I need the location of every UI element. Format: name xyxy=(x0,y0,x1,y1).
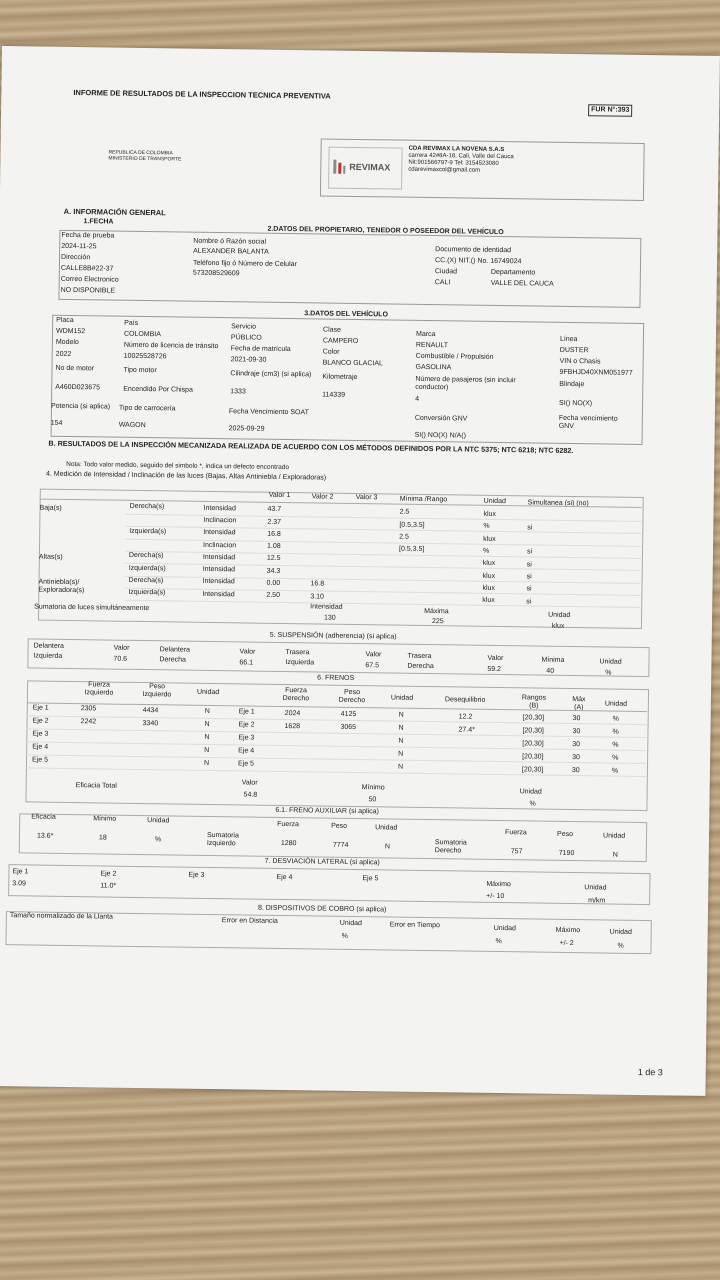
cobro-unidad2: % xyxy=(495,937,502,946)
luces-cell-unit: klux xyxy=(483,535,496,543)
pasajeros-label: Número de pasajeros (sin incluir conductor) xyxy=(415,375,516,392)
freno-aux-fuerza-der-label: Fuerza xyxy=(505,829,527,837)
suspension-label2: Derecha xyxy=(159,655,186,664)
desviacion-eje-value: 11.0* xyxy=(100,881,117,890)
desviacion-eje-label: Eje 5 xyxy=(362,875,379,883)
freno-aux-peso-der-label: Peso xyxy=(556,830,574,839)
frenos-cell-u: N xyxy=(204,733,210,741)
frenos-cell-eje2: Eje 3 xyxy=(238,734,255,742)
suspension-valor-label: Valor xyxy=(239,647,256,656)
suspension-label2: Derecha xyxy=(407,662,434,670)
gnv-fecha-label: Fecha vencimiento GNV xyxy=(558,414,618,431)
cobro-unidad: % xyxy=(341,932,348,940)
suspension-valor-label: Valor xyxy=(113,644,130,652)
luces-cell-side: Derecha(s) xyxy=(129,502,165,511)
cobro-distancia-label: Error en Distancia xyxy=(221,917,278,925)
cobro-maximo: +/- 2 xyxy=(559,939,574,948)
suspension-valor: 70.6 xyxy=(113,655,128,663)
vin-label: VIN o Chasis xyxy=(559,357,601,366)
linea-value: DUSTER xyxy=(559,346,589,355)
suspension-label2: Izquierda xyxy=(285,659,315,667)
departamento-value: VALLE DEL CAUCA xyxy=(490,279,554,288)
luces-group-label: Baja(s) xyxy=(39,504,62,512)
freno-aux-unidad-n: N xyxy=(384,843,390,851)
freno-aux-fuerza-label: Fuerza xyxy=(277,820,300,829)
luces-cell-side: Izquierda(s) xyxy=(128,588,166,597)
frenos-cell-rango: [20,30] xyxy=(522,740,544,748)
luces-cell-v1: 43.7 xyxy=(267,505,282,514)
luces-cell-v2: 16.8 xyxy=(310,580,325,588)
telefono-value: 573208529609 xyxy=(192,269,240,278)
frenos-cell-pct: % xyxy=(612,742,619,750)
frenos-cell-eje: Eje 1 xyxy=(32,704,49,712)
suspension-valor: 59.2 xyxy=(487,665,502,673)
freno-aux-unidad: % xyxy=(154,836,162,844)
suspension-valor-label: Valor xyxy=(487,654,504,662)
telefono-label: Teléfono fijo ó Número de Celular xyxy=(192,259,297,269)
frenos-cell-u2: N xyxy=(398,737,404,745)
luces-header-unidad: Unidad xyxy=(483,497,506,506)
luces-cell-min: [0.5,3.5] xyxy=(398,545,425,554)
frenos-cell-max: 30 xyxy=(572,741,581,749)
frenos-h-unidad-der: Unidad xyxy=(390,694,414,702)
pais-value: COLOMBIA xyxy=(123,330,161,339)
soat-value: 2025-09-29 xyxy=(228,425,265,433)
frenos-cell-u: N xyxy=(203,759,210,767)
combustible-value: GASOLINA xyxy=(415,363,452,372)
cobro-llanta-label: Tamaño normalizado de la Llanta xyxy=(9,912,114,921)
luces-intensidad-value: 130 xyxy=(323,614,336,622)
frenos-cell-max: 30 xyxy=(572,715,581,723)
inspection-report-page xyxy=(0,46,720,1096)
company-nit: Nit:901566797-9 Tel: 3154523080 xyxy=(408,159,499,167)
frenos-h-max: Máx (A) xyxy=(572,696,586,712)
freno-aux-peso-izq: 7774 xyxy=(332,841,349,849)
freno-aux-minimo: 18 xyxy=(98,834,107,842)
marca-value: RENAULT xyxy=(415,341,449,350)
desviacion-unidad: m/km xyxy=(588,897,606,905)
logo-text: REVIMAX xyxy=(349,161,391,173)
frenos-cell-pct: % xyxy=(612,716,619,724)
cobro-maximo-label: Máximo xyxy=(555,926,581,935)
luces-cell-unit: % xyxy=(483,523,490,531)
frenos-cell-eje2: Eje 1 xyxy=(238,708,255,716)
frenos-cell-rango: [20,30] xyxy=(521,766,544,774)
modelo-value: 2022 xyxy=(55,350,72,358)
frenos-cell-fi: 2305 xyxy=(80,705,97,713)
luces-header-min: Mínima /Rango xyxy=(399,495,448,504)
vin-value: 9FBHJD40XNM051977 xyxy=(559,368,633,377)
freno-aux-unidad-n-label: Unidad xyxy=(375,824,398,832)
desviacion-eje-value: 3.09 xyxy=(12,880,26,888)
marca-label: Marca xyxy=(415,330,436,339)
suspension-unidad-value: % xyxy=(605,669,612,677)
km-value: 114339 xyxy=(322,391,346,399)
luces-cell-min: 2.5 xyxy=(399,509,410,517)
cobro-unidad3: % xyxy=(617,942,624,950)
luces-cell-unit: klux xyxy=(482,572,496,580)
frenos-cell-u2: N xyxy=(398,750,404,758)
suspension-label1: Trasera xyxy=(285,649,310,657)
blindaje-value: SI() NO(X) xyxy=(559,399,593,408)
luces-cell-v2: 3.10 xyxy=(310,593,325,601)
logo-mark-icon xyxy=(333,160,345,174)
frenos-unidad-label: Unidad xyxy=(519,788,542,796)
frenos-h-peso-izq: Peso Izquierdo xyxy=(142,683,172,699)
luces-cell-min: [0.5,3.5] xyxy=(399,521,425,529)
ciudad-label: Ciudad xyxy=(434,268,458,276)
frenos-cell-max: 30 xyxy=(572,754,580,762)
frenos-cell-pd: 3065 xyxy=(340,723,357,731)
frenos-minimo: 50 xyxy=(368,796,377,804)
luces-cell-v1: 16.8 xyxy=(267,530,281,538)
frenos-minimo-label: Mínimo xyxy=(361,784,385,792)
cobro-unidad3-label: Unidad xyxy=(609,928,632,936)
company-email: cdarevimaxcol@gmail.com xyxy=(408,166,481,174)
clase-value: CAMPERO xyxy=(322,337,359,346)
freno-aux-sum-izq-label: Sumatoria Izquierdo xyxy=(206,831,239,848)
luces-cell-sim: si xyxy=(526,561,532,569)
luces-header-v2: Valor 2 xyxy=(311,493,334,501)
frenos-h-fuerza-der: Fuerza Derecho xyxy=(282,687,310,703)
desviacion-eje-label: Eje 3 xyxy=(188,871,205,879)
luces-cell-tipo: Inclinacion xyxy=(203,516,237,525)
luces-cell-tipo: Inclinacion xyxy=(203,541,237,549)
correo-label: Correo Electronico xyxy=(60,275,119,284)
documento-label: Documento de identidad xyxy=(435,246,512,255)
frenos-cell-rango: [20,30] xyxy=(522,753,544,761)
suspension-unidad-label: Unidad xyxy=(599,658,622,666)
luces-cell-v1: 1.08 xyxy=(266,542,281,551)
frenos-cell-pi: 3340 xyxy=(142,719,159,727)
frenos-valor-label: Valor xyxy=(241,779,258,787)
frenos-cell-eje2: Eje 4 xyxy=(238,747,255,755)
luces-cell-sim: si xyxy=(526,548,533,556)
luces-sumatoria-label: Sumatoria de luces simultáneamente xyxy=(34,603,150,613)
blindaje-label: Blindaje xyxy=(559,380,585,389)
freno-aux-peso-der: 7190 xyxy=(558,849,575,858)
matricula-label: Fecha de matrícula xyxy=(230,345,291,354)
luces-cell-sim: si xyxy=(526,573,532,581)
page-number: 1 de 3 xyxy=(637,1066,663,1078)
desviacion-maximo: +/- 10 xyxy=(486,892,505,901)
luces-group-label: Antiniebla(s)/ Exploradora(s) xyxy=(38,578,85,595)
freno-aux-sum-der-label: Sumatoria Derecho xyxy=(434,839,467,855)
frenos-cell-pct: % xyxy=(612,755,619,763)
frenos-cell-fd: 1628 xyxy=(284,722,301,730)
propietario-title: 2.DATOS DEL PROPIETARIO, TENEDOR O POSEEDOR DEL VEHÍCULO xyxy=(267,225,504,237)
luces-cell-sim: si xyxy=(527,524,533,532)
freno-aux-unidad-label: Unidad xyxy=(147,817,170,825)
color-label: Color xyxy=(322,348,340,356)
carroceria-label: Tipo de carrocería xyxy=(118,404,176,413)
desviacion-unidad-label: Unidad xyxy=(584,884,607,892)
cobro-unidad-label: Unidad xyxy=(339,919,363,928)
cobro-title: 8. DISPOSITIVOS DE COBRO (si aplica) xyxy=(257,904,387,914)
freno-aux-minimo-label: Mínimo xyxy=(93,815,117,823)
luces-cell-side: Izquierda(s) xyxy=(128,564,166,572)
suspension-label1: Delantera xyxy=(159,645,190,654)
frenos-valor: 54.8 xyxy=(243,791,258,799)
suspension-valor: 66.1 xyxy=(239,658,254,667)
km-label: Kilometraje xyxy=(322,373,358,381)
color-value: BLANCO GLACIAL xyxy=(322,359,383,368)
luces-cell-sim: si xyxy=(526,598,532,606)
frenos-cell-u: N xyxy=(204,707,210,715)
owner-box xyxy=(58,230,641,308)
licencia-value: 10025528726 xyxy=(123,352,167,361)
tipo-motor-label: Tipo motor xyxy=(123,366,157,375)
freno-aux-peso-label: Peso xyxy=(331,822,348,830)
frenos-h-unidad: Unidad xyxy=(196,688,220,697)
luces-cell-v1: 12.5 xyxy=(266,555,281,563)
tipo-motor-value: Encendido Por Chispa xyxy=(123,385,193,394)
section-a-title: A. INFORMACIÓN GENERAL xyxy=(63,206,166,218)
modelo-label: Modelo xyxy=(55,338,79,347)
nombre-label: Nombre ó Razón social xyxy=(193,237,267,246)
desviacion-title: 7. DESVIACIÓN LATERAL (si aplica) xyxy=(264,857,380,867)
frenos-cell-pi: 4434 xyxy=(142,706,159,714)
frenos-cell-eje2: Eje 5 xyxy=(237,760,255,768)
section-b-title: B. RESULTADOS DE LA INSPECCIÓN MECANIZADA REALIZADA DE ACUERDO CON LOS MÉTODOS DEFINIDOS POR LA NTC 5375; NTC 6218; NTC 6282. xyxy=(48,438,574,456)
luces-cell-v1: 34.3 xyxy=(266,567,281,575)
luces-cell-tipo: Intensidad xyxy=(202,566,236,574)
luces-cell-tipo: Intensidad xyxy=(202,553,236,562)
frenos-cell-eje: Eje 5 xyxy=(31,756,49,764)
nombre-value: ALEXANDER BALANTA xyxy=(193,247,269,256)
freno-aux-fuerza-izq: 1280 xyxy=(280,839,297,848)
frenos-cell-fd: 2024 xyxy=(284,709,301,717)
frenos-eficacia-total-label: Eficacia Total xyxy=(75,782,117,790)
frenos-cell-u: N xyxy=(204,720,210,728)
frenos-cell-pd: 4125 xyxy=(340,710,357,718)
luces-cell-v1: 0.00 xyxy=(266,579,281,587)
frenos-cell-u2: N xyxy=(398,711,404,719)
matricula-value: 2021-09-30 xyxy=(230,356,267,364)
frenos-cell-fi: 2242 xyxy=(80,718,97,726)
frenos-h-fuerza-izq: Fuerza Izquierdo xyxy=(84,681,114,697)
motor-value: A460D023675 xyxy=(55,383,101,392)
luces-cell-v1: 2.37 xyxy=(267,518,282,526)
ciudad-value: CALI xyxy=(434,279,451,287)
frenos-cell-u2: N xyxy=(397,763,404,771)
frenos-cell-u: N xyxy=(204,746,210,754)
frenos-h-desequilibrio: Desequilibrio xyxy=(444,696,486,704)
luces-title: 4. Medición de Intensidad / Inclinación de las luces (Bajas, Altas Antiniebla / Exploradoras) xyxy=(45,470,327,482)
luces-cell-tipo: Intensidad xyxy=(203,504,236,512)
frenos-cell-eje: Eje 2 xyxy=(32,717,49,725)
suspension-valor: 67.5 xyxy=(365,662,380,670)
fecha-label: Fecha de prueba xyxy=(61,231,115,240)
frenos-cell-deseq: 12.2 xyxy=(458,712,473,721)
luces-cell-side: Derecha(s) xyxy=(128,576,164,585)
suspension-valor-label: Valor xyxy=(365,651,382,659)
potencia-label: Potencia (si aplica) xyxy=(50,402,111,411)
gnv-value: SI() NO(X) N/A() xyxy=(414,431,466,440)
frenos-h-rangos: Rangos (B) xyxy=(521,694,547,710)
luces-cell-unit: klux xyxy=(482,597,495,605)
luces-cell-tipo: Intensidad xyxy=(202,590,235,599)
frenos-cell-eje: Eje 3 xyxy=(32,730,49,738)
frenos-h-unidad-final: Unidad xyxy=(604,700,628,708)
frenos-cell-pct: % xyxy=(612,729,619,737)
luces-header-v1: Valor 1 xyxy=(268,491,291,500)
pasajeros-value: 4 xyxy=(415,395,420,403)
correo-value: NO DISPONIBLE xyxy=(60,286,116,295)
gov-line-1: REPUBLICA DE COLOMBIA xyxy=(108,149,173,157)
frenos-cell-eje: Eje 4 xyxy=(32,743,49,751)
luces-header-v3: Valor 3 xyxy=(355,493,378,502)
luces-unidad-value: klux xyxy=(551,622,565,630)
clase-label: Clase xyxy=(323,326,342,334)
departamento-label: Departamento xyxy=(490,268,536,277)
linea-label: Línea xyxy=(559,335,578,344)
freno-aux-unidad-der: N xyxy=(612,851,618,859)
luces-cell-unit: klux xyxy=(483,510,497,519)
fur-number: FUR N°:393 xyxy=(588,104,632,117)
company-address: carrera 42#8A-18, Cali, Valle del Cauca xyxy=(408,152,514,161)
gov-line-2: MINISTERIO DE TRANSPORTE xyxy=(108,155,182,163)
documento-value: CC.(X) NIT.() No. 16749024 xyxy=(434,257,522,266)
frenos-unidad: % xyxy=(529,800,536,808)
cilindraje-label: Cilindraje (cm3) (si aplica) xyxy=(230,370,312,379)
suspension-label1: Delantera xyxy=(33,642,65,650)
luces-intensidad-label: Intensidad xyxy=(310,603,343,611)
placa-label: Placa xyxy=(56,316,74,325)
desviacion-maximo-label: Máximo xyxy=(486,880,511,889)
servicio-label: Servicio xyxy=(231,323,257,331)
report-title: INFORME DE RESULTADOS DE LA INSPECCION TECNICA PREVENTIVA xyxy=(73,88,331,101)
licencia-label: Número de licencia de tránsito xyxy=(123,341,219,351)
cobro-tiempo-label: Error en Tiempo xyxy=(389,921,440,930)
frenos-cell-max: 30 xyxy=(572,728,581,736)
suspension-label2: Izquierda xyxy=(33,652,63,660)
carroceria-value: WAGON xyxy=(118,421,146,430)
servicio-value: PÚBLICO xyxy=(230,334,262,342)
combustible-label: Combustible / Propulsión xyxy=(415,352,494,361)
desviacion-eje-label: Eje 2 xyxy=(100,869,117,878)
luces-maxima-label: Máxima xyxy=(424,607,449,616)
frenos-cell-u2: N xyxy=(398,724,404,732)
suspension-title: 5. SUSPENSIÓN (adherencia) (si aplica) xyxy=(269,631,397,641)
luces-cell-v1: 2.50 xyxy=(266,592,281,600)
placa-value: WDM152 xyxy=(55,327,86,336)
cobro-unidad2-label: Unidad xyxy=(493,924,516,933)
cilindraje-value: 1333 xyxy=(230,388,246,396)
luces-cell-side: Izquierda(s) xyxy=(129,527,167,535)
frenos-cell-rango: [20,30] xyxy=(522,727,544,735)
vehiculo-title: 3.DATOS DEL VEHÍCULO xyxy=(304,310,388,319)
frenos-cell-eje2: Eje 2 xyxy=(238,721,255,729)
frenos-title: 6. FRENOS xyxy=(317,674,355,682)
freno-aux-fuerza-der: 757 xyxy=(510,848,523,856)
luces-group-label: Altas(s) xyxy=(38,553,63,562)
potencia-value: 154 xyxy=(50,419,63,427)
luces-cell-min: 2.5 xyxy=(399,533,409,541)
frenos-h-peso-der: Peso Derecho xyxy=(338,688,366,705)
freno-aux-eficacia: 13.6* xyxy=(36,832,54,840)
gnv-label: Conversión GNV xyxy=(414,414,468,423)
luces-unidad-label: Unidad xyxy=(548,611,571,619)
section-b-note: Nota: Todo valor medido, seguido del simbolo *, indica un defecto encontrado xyxy=(66,460,290,472)
frenos-cell-deseq: 27.4* xyxy=(458,725,475,734)
company-name: CDA REVIMAX LA NOVENA S.A.S xyxy=(408,145,505,154)
luces-cell-side: Derecha(s) xyxy=(128,552,164,560)
soat-label: Fecha Vencimiento SOAT xyxy=(228,408,309,417)
motor-label: No de motor xyxy=(55,364,95,373)
luces-cell-unit: % xyxy=(482,547,490,555)
luces-cell-unit: klux xyxy=(482,560,496,568)
luces-cell-tipo: Intensidad xyxy=(202,578,235,586)
frenos-cell-max: 30 xyxy=(571,767,580,775)
luces-cell-tipo: Intensidad xyxy=(203,529,236,537)
frenos-cell-rango: [20,30] xyxy=(522,714,545,722)
desviacion-eje-label: Eje 4 xyxy=(276,873,293,881)
luces-cell-sim: si xyxy=(526,585,532,593)
luces-header-simultanea: Simultanea (si) (no) xyxy=(527,499,589,508)
freno-aux-unidad-der-label: Unidad xyxy=(602,832,626,840)
company-logo xyxy=(328,147,403,190)
fecha-value: 2024-11-25 xyxy=(61,242,97,251)
direccion-value: CALLE8B#22-37 xyxy=(60,264,114,273)
suspension-minima-label: Mínima xyxy=(541,656,565,664)
fecha-title: 1.FECHA xyxy=(83,218,114,226)
suspension-label1: Trasera xyxy=(407,652,432,660)
suspension-minima-value: 40 xyxy=(546,667,555,675)
freno-aux-eficacia-label: Eficacia xyxy=(31,813,56,821)
luces-maxima-value: 225 xyxy=(431,618,444,626)
luces-cell-unit: klux xyxy=(482,584,495,592)
direccion-label: Dirección xyxy=(61,253,91,262)
desviacion-eje-label: Eje 1 xyxy=(12,868,29,876)
pais-label: País xyxy=(124,319,139,327)
frenos-cell-pct: % xyxy=(611,768,619,776)
freno-aux-title: 6.1. FRENO AUXILIAR (si aplica) xyxy=(275,806,379,816)
